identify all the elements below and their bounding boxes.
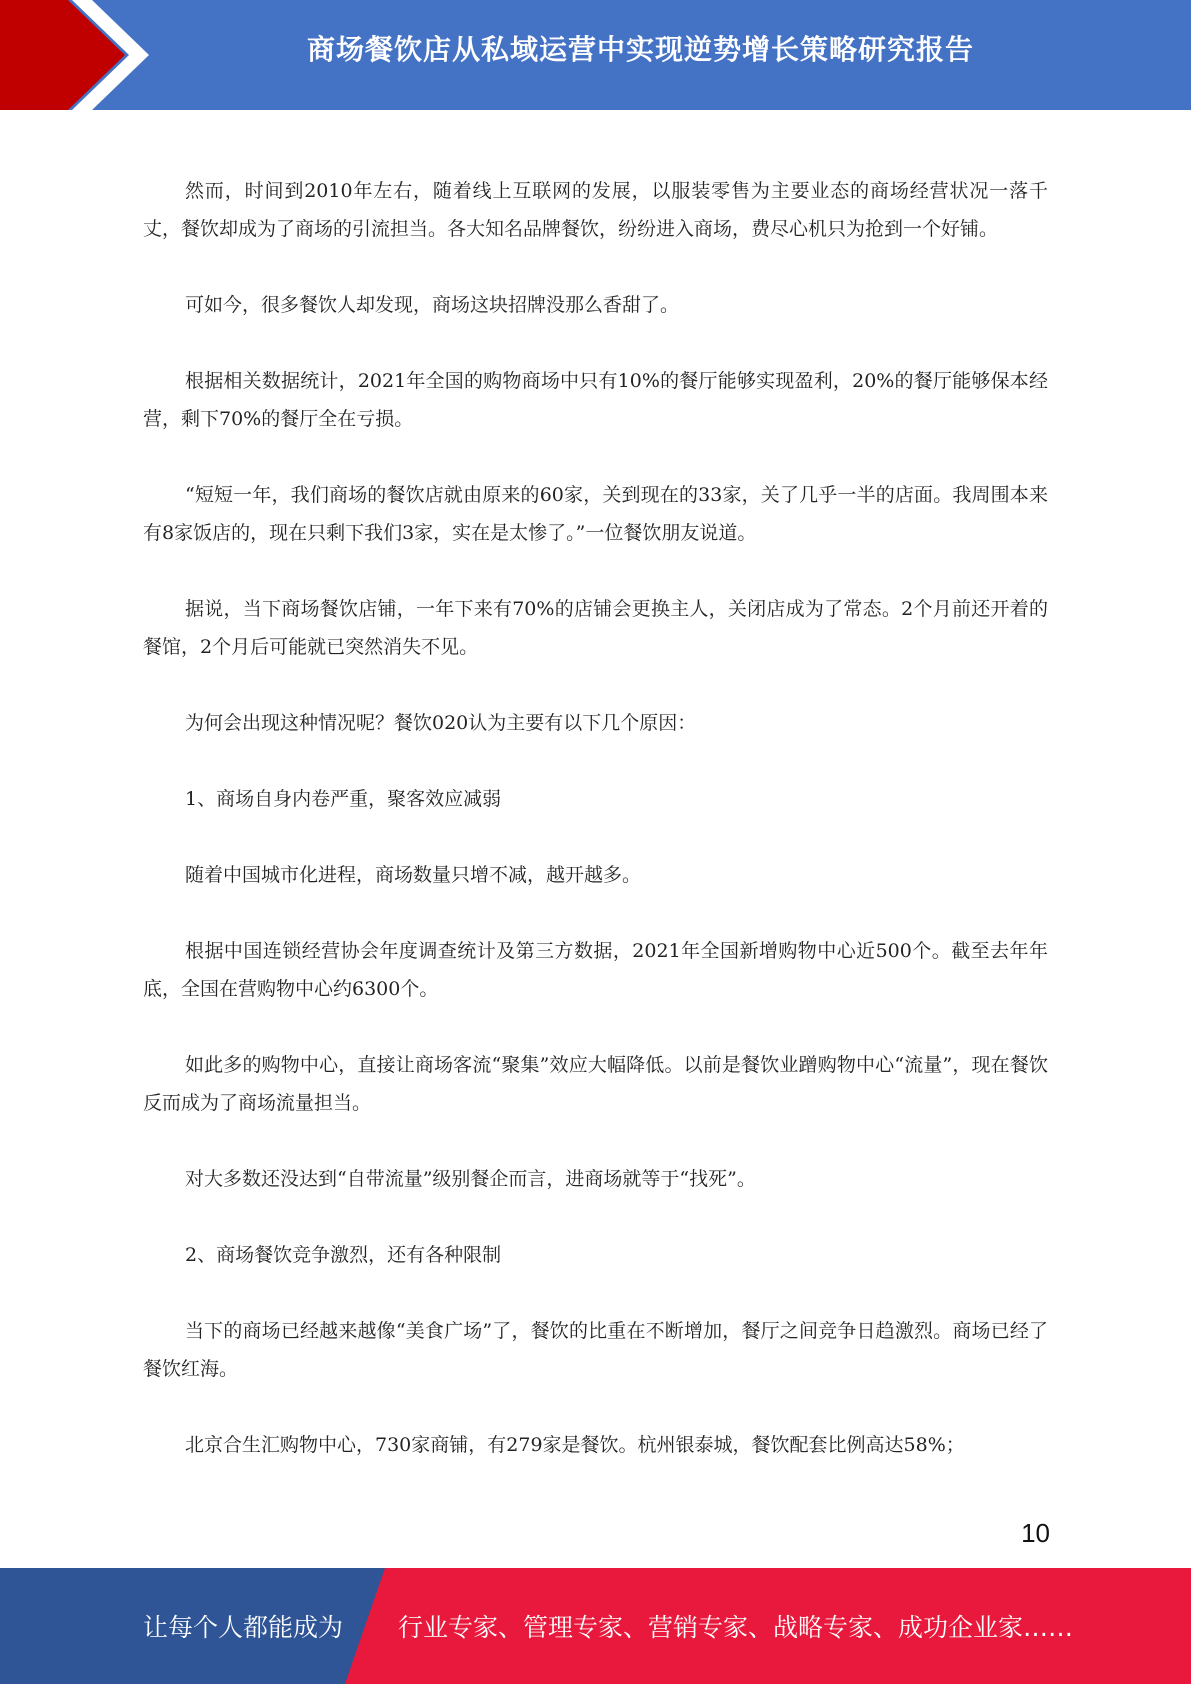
paragraph: 北京合生汇购物中心，730家商铺，有279家是餐饮。杭州银泰城，餐饮配套比例高达58%；	[185, 1434, 965, 1456]
paragraph: 为何会出现这种情况呢？餐饮020认为主要有以下几个原因：	[185, 712, 697, 734]
paragraph: 对大多数还没达到“自带流量”级别餐企而言，进商场就等于“找死”。	[185, 1168, 756, 1190]
section-heading: 1、商场自身内卷严重，聚客效应减弱	[185, 788, 502, 810]
paragraph: “短短一年，我们商场的餐饮店就由原来的60家，关到现在的33家，关了几乎一半的店面。我周围本来有8家饭店的，现在只剩下我们3家，实在是太惨了。”一位餐饮朋友说道。	[143, 484, 1048, 544]
report-title: 商场餐饮店从私域运营中实现逆势增长策略研究报告	[306, 33, 974, 66]
paragraph: 随着中国城市化进程，商场数量只增不减，越开越多。	[185, 864, 642, 886]
report-body	[143, 172, 1048, 1502]
page-number: 10	[1021, 1518, 1050, 1548]
paragraph: 据说，当下商场餐饮店铺，一年下来有70%的店铺会更换主人，关闭店成为了常态。2个月前还开着的餐馆，2个月后可能就已突然消失不见。	[143, 598, 1048, 658]
page-header	[0, 0, 1191, 110]
paragraph: 然而，时间到2010年左右，随着线上互联网的发展，以服装零售为主要业态的商场经营状况一落千丈，餐饮却成为了商场的引流担当。各大知名品牌餐饮，纷纷进入商场，费尽心机只为抢到一个好铺。	[143, 180, 1048, 240]
section-heading: 2、商场餐饮竞争激烈，还有各种限制	[185, 1244, 502, 1266]
footer-slogan-left: 让每个人都能成为	[143, 1613, 344, 1642]
paragraph: 可如今，很多餐饮人却发现，商场这块招牌没那么香甜了。	[185, 294, 680, 316]
footer-slogan-right: 行业专家、管理专家、营销专家、战略专家、成功企业家……	[398, 1613, 1074, 1642]
paragraph: 当下的商场已经越来越像“美食广场”了，餐饮的比重在不断增加，餐厅之间竞争日趋激烈。商场已经了餐饮红海。	[143, 1320, 1048, 1380]
paragraph: 根据相关数据统计，2021年全国的购物商场中只有10%的餐厅能够实现盈利，20%的餐厅能够保本经营，剩下70%的餐厅全在亏损。	[143, 370, 1048, 430]
paragraph: 如此多的购物中心，直接让商场客流“聚集”效应大幅降低。以前是餐饮业蹭购物中心“流量”，现在餐饮反而成为了商场流量担当。	[143, 1054, 1048, 1114]
page-footer	[0, 1568, 1191, 1684]
paragraph: 根据中国连锁经营协会年度调查统计及第三方数据，2021年全国新增购物中心近500个。截至去年年底，全国在营购物中心约6300个。	[143, 940, 1048, 1000]
